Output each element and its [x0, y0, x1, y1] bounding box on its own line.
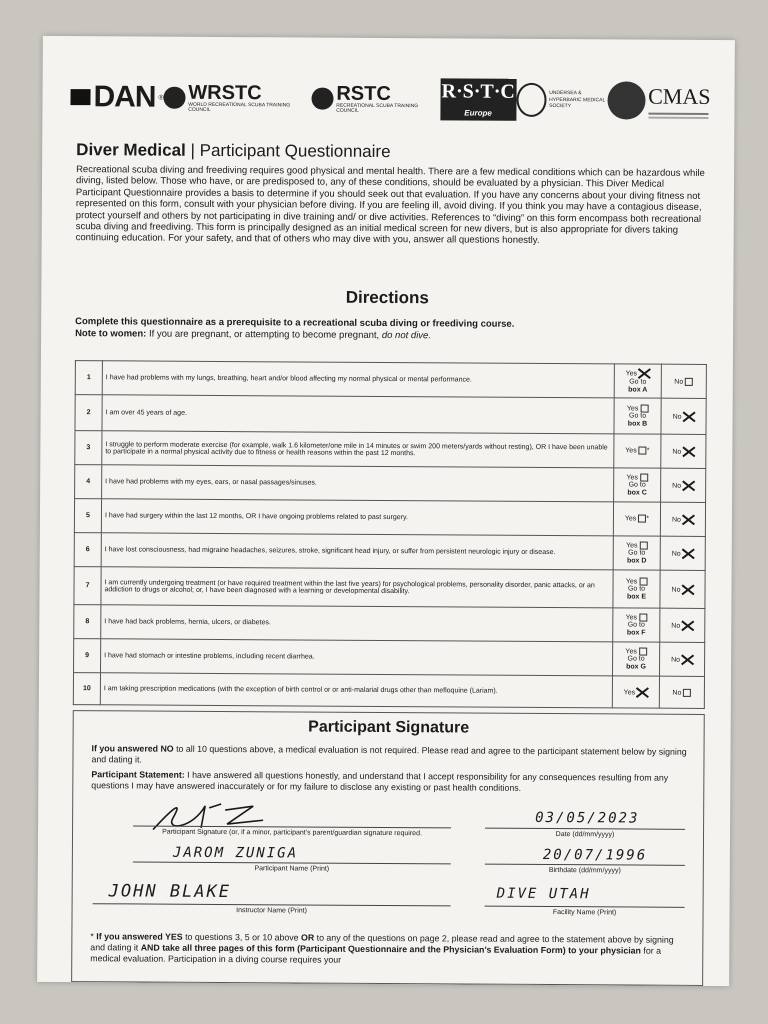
question-number: 4	[75, 465, 102, 499]
rstc-logo: RSTC RECREATIONAL SCUBA TRAINING COUNCIL	[312, 84, 441, 115]
signature-caption: Participant Signature (or, if a minor, participant’s parent/guardian signature required.	[162, 828, 422, 838]
question-row	[74, 605, 705, 643]
check-mark-icon[interactable]	[682, 446, 694, 456]
directions-heading: Directions	[345, 287, 429, 308]
uhms-logo: UNDERSEA & HYPERBARIC MEDICAL SOCIETY	[516, 83, 607, 118]
instructor-name-value[interactable]: JOHN BLAKE	[108, 881, 232, 903]
check-mark-icon[interactable]	[683, 411, 695, 421]
birthdate-line[interactable]	[485, 864, 685, 866]
question-text: I have had problems with my eyes, ears, or nasal passages/sinuses.	[102, 465, 614, 502]
check-mark-icon[interactable]	[682, 514, 694, 524]
checkbox-empty[interactable]	[640, 473, 648, 481]
page-title: Diver Medical | Participant Questionnaire	[76, 140, 391, 162]
question-row	[73, 673, 704, 709]
facility-name-value[interactable]: DIVE UTAH	[496, 885, 591, 903]
participant-name-value[interactable]: JAROM ZUNIGA	[172, 844, 299, 862]
yes-option[interactable]: Yes Go to box F	[613, 608, 660, 642]
check-mark-icon[interactable]	[681, 584, 693, 594]
question-text: I have lost consciousness, had migraine headaches, seizures, stroke, significant head injury, or suffer from persistent neurologic injury or disease.	[101, 533, 613, 570]
question-number: 9	[74, 639, 101, 673]
question-text: I have had surgery within the last 12 months, OR I have ongoing problems related to past surgery.	[101, 499, 613, 536]
directions-text: Complete this questionnaire as a prerequisite to a recreational scuba diving or freediving course.	[75, 316, 515, 330]
uhms-emblem-icon	[516, 83, 546, 117]
question-row	[74, 639, 705, 677]
facility-name-line[interactable]	[485, 906, 685, 908]
yes-option[interactable]: Yes Go to box E	[613, 570, 660, 608]
dan-logo: DAN ®	[70, 80, 163, 115]
cmas-emblem-icon	[607, 81, 645, 119]
question-number: 1	[75, 361, 102, 395]
participant-statement: Participant Statement: I have answered all questions honestly, and understand that I accept responsibility for any consequences resulting from any questions I may have answered inaccurately or for my failure to disclose any existing or past health conditions.	[91, 769, 669, 793]
question-text: I have had stomach or intestine problems, including recent diarrhea.	[101, 639, 613, 676]
logo-strip	[70, 72, 710, 126]
checkbox-empty[interactable]	[640, 404, 648, 412]
questionnaire-page	[37, 36, 735, 986]
question-text: I am taking prescription medications (with the exception of birth control or or anti-malarial drugs other than mefloquine (Lariam).	[100, 673, 612, 708]
checkbox-empty[interactable]	[639, 613, 647, 621]
yes-option[interactable]: Yes Go to box A	[614, 364, 661, 398]
yes-option[interactable]: Yes *	[613, 502, 660, 536]
signature-heading: Participant Signature	[308, 718, 470, 737]
question-row	[75, 465, 706, 503]
question-text: I struggle to perform moderate exercise (for example, walk 1.6 kilometer/one mile in 14 minutes or swim 200 meters/yards without resting), OR I have been unable to participate in a normal physical activity due to fitness or health reasons within the past 12 months.	[102, 431, 614, 468]
no-option[interactable]: No	[659, 676, 704, 708]
dan-flag-icon	[70, 89, 90, 105]
yes-option[interactable]: Yes Go to box C	[614, 468, 661, 502]
rstc-europe-logo: R·S·T·C Europe	[440, 78, 516, 120]
checkbox-empty[interactable]	[683, 688, 691, 696]
question-row	[74, 499, 705, 537]
yes-option[interactable]: Yes Go to box D	[613, 536, 660, 570]
check-mark-icon[interactable]	[638, 368, 650, 378]
rstc-emblem-icon	[312, 88, 334, 110]
question-number: 6	[74, 533, 101, 567]
question-row	[75, 395, 706, 435]
question-row	[75, 361, 706, 399]
participant-name-caption: Participant Name (Print)	[254, 865, 330, 873]
date-caption: Date (dd/mm/yyyy)	[555, 831, 615, 839]
cmas-logo: CMAS	[607, 81, 711, 120]
no-option[interactable]: No	[660, 608, 705, 642]
question-number: 2	[75, 395, 102, 431]
question-number: 10	[73, 673, 100, 705]
question-number: 5	[74, 499, 101, 533]
date-value[interactable]: 03/05/2023	[535, 809, 640, 827]
participant-signature-section	[71, 710, 705, 986]
question-number: 3	[75, 431, 102, 465]
questions-table	[73, 360, 707, 709]
yes-option[interactable]: Yes *	[614, 434, 661, 468]
question-number: 7	[74, 567, 101, 605]
checkbox-empty[interactable]	[685, 377, 693, 385]
intro-paragraph: Recreational scuba diving and freediving requires good physical and mental health. There are a few medical conditions which can be hazardous while diving, listed below. Those who have, or are predisposed to, any of these conditions, should be evaluated by a physician. This Diver Medical Participant Questionnaire provides a basis to determine if you should seek out that evaluation. If you have any concerns about your diving fitness not represented on this form, consult with your physician before diving. If you are feeling ill, avoid diving. If you think you may have a contagious disease, protect yourself and others by not participating in dive training and/ or dive activities. References to “diving” on this form encompass both recreational scuba diving and freediving. This form is principally designed as an initial medical screen for new divers, but is also appropriate for divers taking continuing education. For your safety, and that of others who may dive with you, answer all questions honestly.	[75, 164, 705, 247]
no-option[interactable]: No	[661, 364, 706, 398]
question-row	[75, 431, 706, 469]
no-option[interactable]: No	[661, 434, 706, 468]
wrstc-logo: WRSTC WORLD RECREATIONAL SCUBA TRAINING COUNCIL	[164, 83, 312, 114]
check-mark-icon[interactable]	[682, 480, 694, 490]
no-answer-instructions: If you answered NO to all 10 questions above, a medical evaluation is not required. Please read and agree to the participant statement below by signing and dating it.	[91, 743, 687, 765]
no-option[interactable]: No	[659, 642, 704, 676]
yes-option[interactable]: Yes	[612, 676, 659, 708]
question-text: I have had problems with my lungs, breathing, heart and/or blood affecting my normal physical or mental performance.	[102, 361, 614, 398]
wrstc-emblem-icon	[164, 87, 186, 109]
question-row	[74, 533, 705, 571]
birthdate-caption: Birthdate (dd/mm/yyyy)	[548, 867, 621, 875]
question-text: I am currently undergoing treatment (or have required treatment within the last five years) for psychological problems, personality disorder, panic attacks, or an addiction to drugs or alcohol; or, I have been diagnosed with a learning or developmental disability.	[101, 567, 613, 608]
note-to-women: Note to women: If you are pregnant, or attempting to become pregnant, do not dive.	[75, 328, 432, 342]
no-option[interactable]: No	[660, 536, 705, 570]
check-mark-icon[interactable]	[681, 620, 693, 630]
check-mark-icon[interactable]	[636, 687, 648, 697]
facility-name-caption: Facility Name (Print)	[552, 909, 617, 917]
yes-answer-instructions: * If you answered YES to questions 3, 5 or 10 above OR to any of the questions on page 2, please read and agree to the statement above by signing and dating it AND take all three pages of this form (Participant Questionnaire and the Physician’s Evaluation Form) to your physician for a medical evaluation. Participation in a diving course requires your	[90, 931, 674, 965]
checkbox-empty[interactable]	[639, 541, 647, 549]
check-mark-icon[interactable]	[681, 654, 693, 664]
no-option[interactable]: No	[661, 398, 706, 434]
check-mark-icon[interactable]	[682, 548, 694, 558]
date-line[interactable]	[485, 828, 685, 830]
question-text: I am over 45 years of age.	[102, 395, 614, 434]
question-text: I have had back problems, hernia, ulcers, or diabetes.	[101, 605, 613, 642]
no-option[interactable]: No	[660, 570, 705, 608]
birthdate-value[interactable]: 20/07/1996	[542, 846, 648, 864]
yes-option[interactable]: Yes Go to box B	[614, 398, 661, 434]
checkbox-empty[interactable]	[639, 577, 647, 585]
instructor-name-caption: Instructor Name (Print)	[236, 907, 307, 915]
no-option[interactable]: No	[660, 502, 705, 536]
yes-option[interactable]: Yes Go to box G	[612, 642, 659, 676]
checkbox-empty[interactable]	[639, 647, 647, 655]
no-option[interactable]: No	[661, 468, 706, 502]
question-row	[74, 567, 705, 609]
question-number: 8	[74, 605, 101, 639]
